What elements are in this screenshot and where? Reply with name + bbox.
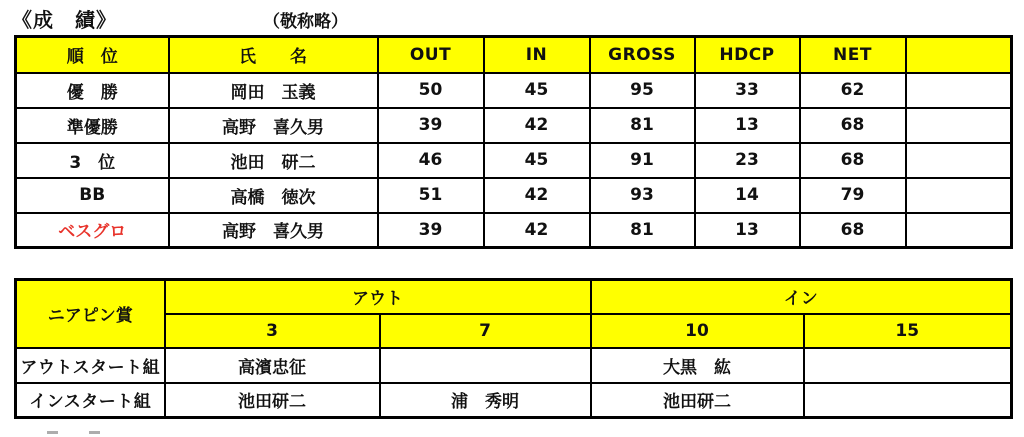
cell-out: 50 [378,73,484,108]
cell-in: 42 [484,108,590,143]
cell-extra [906,213,1012,248]
cell-gross: 93 [590,178,695,213]
cell-name: 高野 喜久男 [169,213,378,248]
cell-name: 高野 喜久男 [169,108,378,143]
nearpin-hole-header-row [16,314,1012,348]
cell-in: 45 [484,143,590,178]
header-gross: GROSS [590,37,695,73]
cell-gross: 81 [590,108,695,143]
nearpin-row-instart [16,383,1012,418]
cell-extra [906,108,1012,143]
header-net: NET [800,37,906,73]
cell-hole15-winner [804,383,1012,418]
cell-rank: 準優勝 [16,108,169,143]
cell-hole10-winner: 池田研二 [591,383,804,418]
header-extra [906,37,1012,73]
cell-in: 45 [484,73,590,108]
cell-out: 39 [378,213,484,248]
cell-net: 62 [800,73,906,108]
cell-hdcp: 33 [695,73,800,108]
cell-net: 68 [800,108,906,143]
cell-hdcp: 13 [695,108,800,143]
nearpin-row-outstart [16,348,1012,383]
cell-hole15-winner [804,348,1012,383]
row-label-instart: インスタート組 [16,383,165,418]
cell-name: 池田 研二 [169,143,378,178]
cell-gross: 81 [590,213,695,248]
cell-name: 岡田 玉義 [169,73,378,108]
nearpin-title-cell: ニアピン賞 [16,280,165,348]
cell-extra [906,178,1012,213]
cell-rank: 3 位 [16,143,169,178]
results-header-row [16,37,1012,73]
cell-in: 42 [484,178,590,213]
cell-gross: 95 [590,73,695,108]
results-row-third [16,143,1012,178]
cell-out: 39 [378,108,484,143]
header-hdcp: HDCP [695,37,800,73]
cutoff-text-fragment [89,431,100,434]
cell-in: 42 [484,213,590,248]
cell-net: 68 [800,143,906,178]
cell-extra [906,73,1012,108]
cell-out: 51 [378,178,484,213]
row-label-outstart: アウトスタート組 [16,348,165,383]
hole-header-10: 10 [591,314,804,348]
cell-hole3-winner: 池田研二 [165,383,380,418]
cell-hole7-winner: 浦 秀明 [380,383,591,418]
group-header-out: アウト [165,280,591,314]
results-table [14,35,1013,249]
results-row-winner [16,73,1012,108]
header-name: 氏 名 [169,37,378,73]
cell-hole3-winner: 高濱忠征 [165,348,380,383]
honorifics-omitted-note: （敬称略） [263,12,348,32]
results-row-bb [16,178,1012,213]
cell-hdcp: 23 [695,143,800,178]
cell-out: 46 [378,143,484,178]
cell-hole10-winner: 大黒 紘 [591,348,804,383]
results-row-runnerup [16,108,1012,143]
cell-rank: ベスグロ [16,213,169,248]
cell-name: 高橋 徳次 [169,178,378,213]
nearpin-group-header-row [16,280,1012,314]
header-rank: 順 位 [16,37,169,73]
page-title: 《成 績》 [12,8,117,32]
hole-header-15: 15 [804,314,1012,348]
hole-header-7: 7 [380,314,591,348]
cell-hdcp: 14 [695,178,800,213]
cell-net: 68 [800,213,906,248]
header-in: IN [484,37,590,73]
cell-rank: BB [16,178,169,213]
cell-net: 79 [800,178,906,213]
cell-extra [906,143,1012,178]
hole-header-3: 3 [165,314,380,348]
header-out: OUT [378,37,484,73]
cell-rank: 優 勝 [16,73,169,108]
group-header-in: イン [591,280,1012,314]
cell-hole7-winner [380,348,591,383]
cell-hdcp: 13 [695,213,800,248]
cutoff-text-fragment [47,431,58,434]
results-row-bestgross [16,213,1012,248]
cell-gross: 91 [590,143,695,178]
nearpin-table [14,278,1013,419]
